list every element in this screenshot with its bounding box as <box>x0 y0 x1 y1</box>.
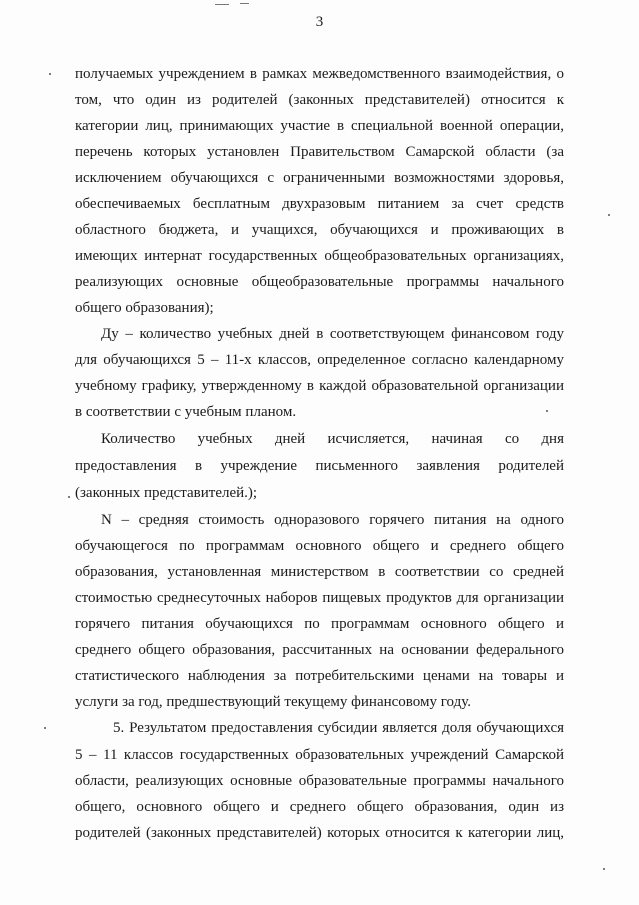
text-line: Ду – количество учебных дней в соответствующем финансовом году <box>101 326 564 342</box>
text-line: реализующих основные общеобразовательные программы начального <box>75 274 564 290</box>
scan-speck <box>44 727 46 729</box>
text-line: общего образования); <box>75 300 214 316</box>
page-number: 3 <box>315 14 324 30</box>
text-line: общего, основного общего и среднего общего образования, один из <box>75 799 564 815</box>
text-line: 5 – 11 классов государственных образовательных учреждений Самарской <box>75 747 564 763</box>
text-line: среднего общего образования, рассчитанных на основании федерального <box>75 642 564 658</box>
text-line: статистического наблюдения за потребительскими ценами на товары и <box>75 668 564 684</box>
text-line: родителей (законных представителей) которых относится к категории лиц, <box>75 825 564 841</box>
text-line: области, реализующих основные образовательные программы начального <box>75 773 564 789</box>
scan-speck <box>49 73 51 75</box>
text-line: 5. Результатом предоставления субсидии является доля обучающихся <box>113 720 564 736</box>
text-line: предоставления в учреждение письменного заявления родителей <box>75 458 564 474</box>
scan-speck <box>68 496 70 498</box>
text-line: областного бюджета, и учащихся, обучающихся и проживающих в <box>75 222 564 238</box>
scan-mark <box>215 4 229 5</box>
text-line: услуги за год, предшествующий текущему финансовому году. <box>75 694 471 710</box>
text-line: исключением обучающихся с ограниченными возможностями здоровья, <box>75 170 564 186</box>
text-line: получаемых учреждением в рамках межведомственного взаимодействия, о <box>75 66 564 82</box>
text-line: перечень которых установлен Правительством Самарской области (за <box>75 144 564 160</box>
text-line: учебному графику, утвержденному в каждой образовательной организации <box>75 378 564 394</box>
text-line: обеспечиваемых бесплатным двухразовым питанием за счет средств <box>75 196 564 212</box>
text-line: горячего питания обучающихся по программам основного общего и <box>75 616 564 632</box>
text-line: в соответствии с учебным планом. <box>75 404 297 420</box>
text-line: Количество учебных дней исчисляется, начиная со дня <box>101 431 564 447</box>
text-line: стоимостью среднесуточных наборов пищевых продуктов для организации <box>75 590 564 606</box>
scan-speck <box>608 214 610 216</box>
text-line: образования, установленная министерством в соответствии со средней <box>75 564 564 580</box>
text-line: обучающегося по программам основного общего и среднего общего <box>75 538 564 554</box>
text-line: том, что один из родителей (законных представителей) относится к <box>75 92 564 108</box>
text-line: категории лиц, принимающих участие в специальной военной операции, <box>75 118 564 134</box>
text-line: имеющих интернат государственных общеобразовательных организациях, <box>75 248 564 264</box>
scan-mark <box>240 3 249 4</box>
text-line: N – средняя стоимость одноразового горячего питания на одного <box>101 512 564 528</box>
text-line: (законных представителей.); <box>75 485 258 501</box>
text-line: для обучающихся 5 – 11-х классов, определенное согласно календарному <box>75 352 564 368</box>
scan-speck <box>603 868 605 870</box>
